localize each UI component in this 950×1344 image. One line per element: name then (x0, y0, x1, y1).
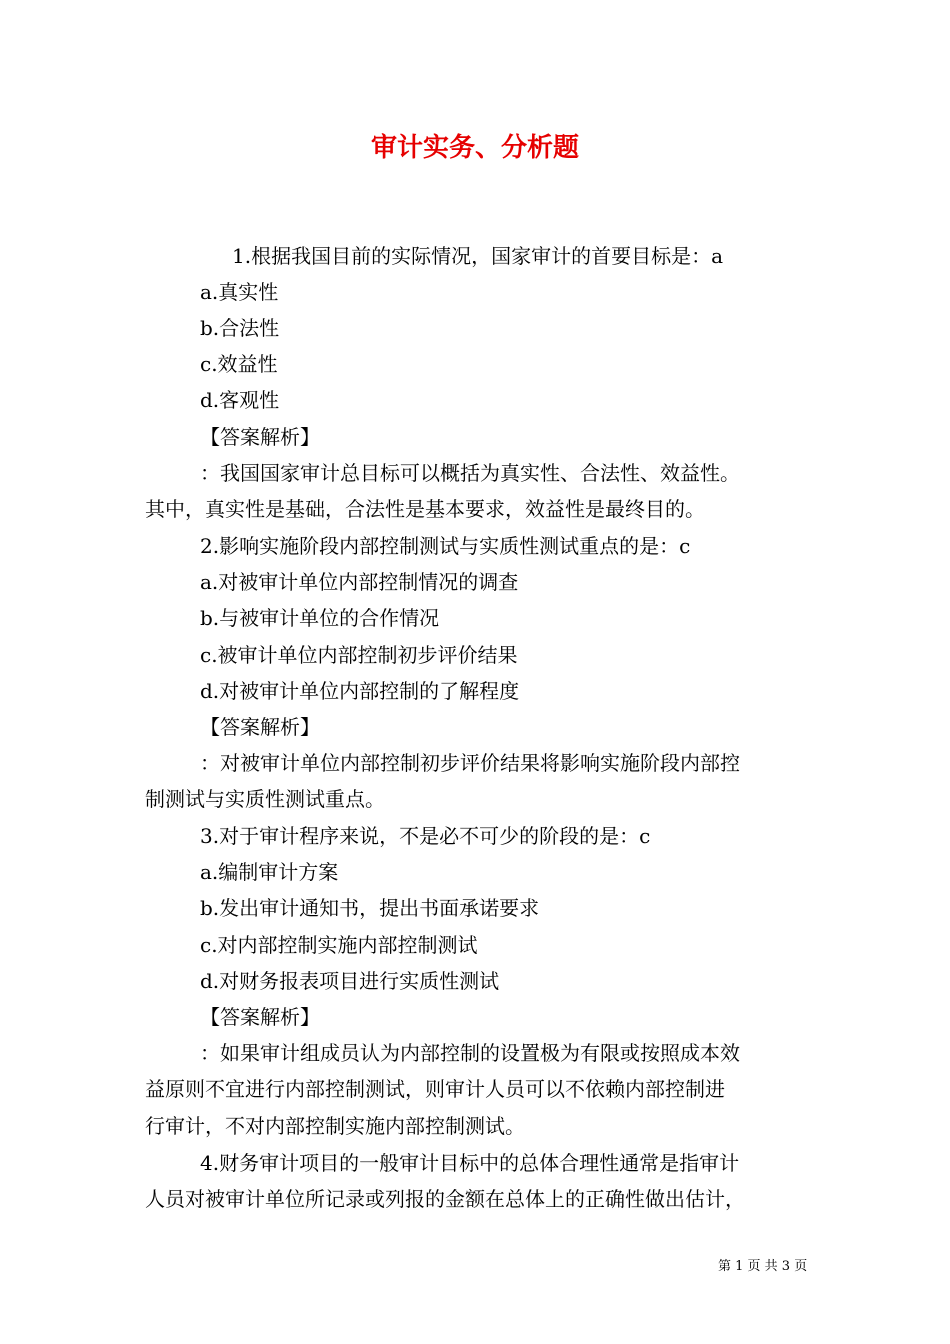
question-1-explanation-line-1: ：我国国家审计总目标可以概括为真实性、合法性、效益性。 (200, 461, 740, 485)
question-3-stem: 3.对于审计程序来说，不是必不可少的阶段的是：c (200, 824, 651, 848)
question-3-option-c: c.对内部控制实施内部控制测试 (200, 933, 478, 957)
question-2-option-a: a.对被审计单位内部控制情况的调查 (200, 570, 519, 594)
question-2-option-d: d.对被审计单位内部控制的了解程度 (200, 679, 520, 703)
question-3-option-d: d.对财务报表项目进行实质性测试 (200, 969, 500, 993)
question-4-line-2: 人员对被审计单位所记录或列报的金额在总体上的正确性做出估计， (145, 1187, 745, 1211)
question-2-option-b: b.与被审计单位的合作情况 (200, 606, 440, 630)
question-2-option-c: c.被审计单位内部控制初步评价结果 (200, 643, 518, 667)
page-number: 第 1 页 共 3 页 (718, 1259, 808, 1274)
question-3-explanation-line-1: ：如果审计组成员认为内部控制的设置极为有限或按照成本效 (200, 1041, 740, 1065)
question-1-answer-heading: 【答案解析】 (200, 425, 320, 449)
question-1-option-a: a.真实性 (200, 280, 279, 304)
page-title: 审计实务、分析题 (370, 133, 579, 163)
question-3-answer-heading: 【答案解析】 (200, 1005, 320, 1029)
question-3-explanation-line-2: 益原则不宜进行内部控制测试，则审计人员可以不依赖内部控制进 (145, 1077, 725, 1101)
question-1-explanation-line-2: 其中，真实性是基础，合法性是基本要求，效益性是最终目的。 (145, 497, 705, 521)
question-2-explanation-line-1: ：对被审计单位内部控制初步评价结果将影响实施阶段内部控 (200, 751, 740, 775)
question-1-option-d: d.客观性 (200, 388, 280, 412)
question-2-answer-heading: 【答案解析】 (200, 715, 320, 739)
question-2-stem: 2.影响实施阶段内部控制测试与实质性测试重点的是：c (200, 534, 691, 558)
question-1-option-c: c.效益性 (200, 352, 278, 376)
question-1-stem: 1.根据我国目前的实际情况，国家审计的首要目标是：a (232, 244, 724, 268)
question-3-option-b: b.发出审计通知书，提出书面承诺要求 (200, 896, 540, 920)
question-4-line-1: 4.财务审计项目的一般审计目标中的总体合理性通常是指审计 (200, 1151, 740, 1175)
question-3-option-a: a.编制审计方案 (200, 860, 339, 884)
question-3-explanation-line-3: 行审计，不对内部控制实施内部控制测试。 (145, 1114, 525, 1138)
question-2-explanation-line-2: 制测试与实质性测试重点。 (145, 787, 385, 811)
question-1-option-b: b.合法性 (200, 316, 280, 340)
